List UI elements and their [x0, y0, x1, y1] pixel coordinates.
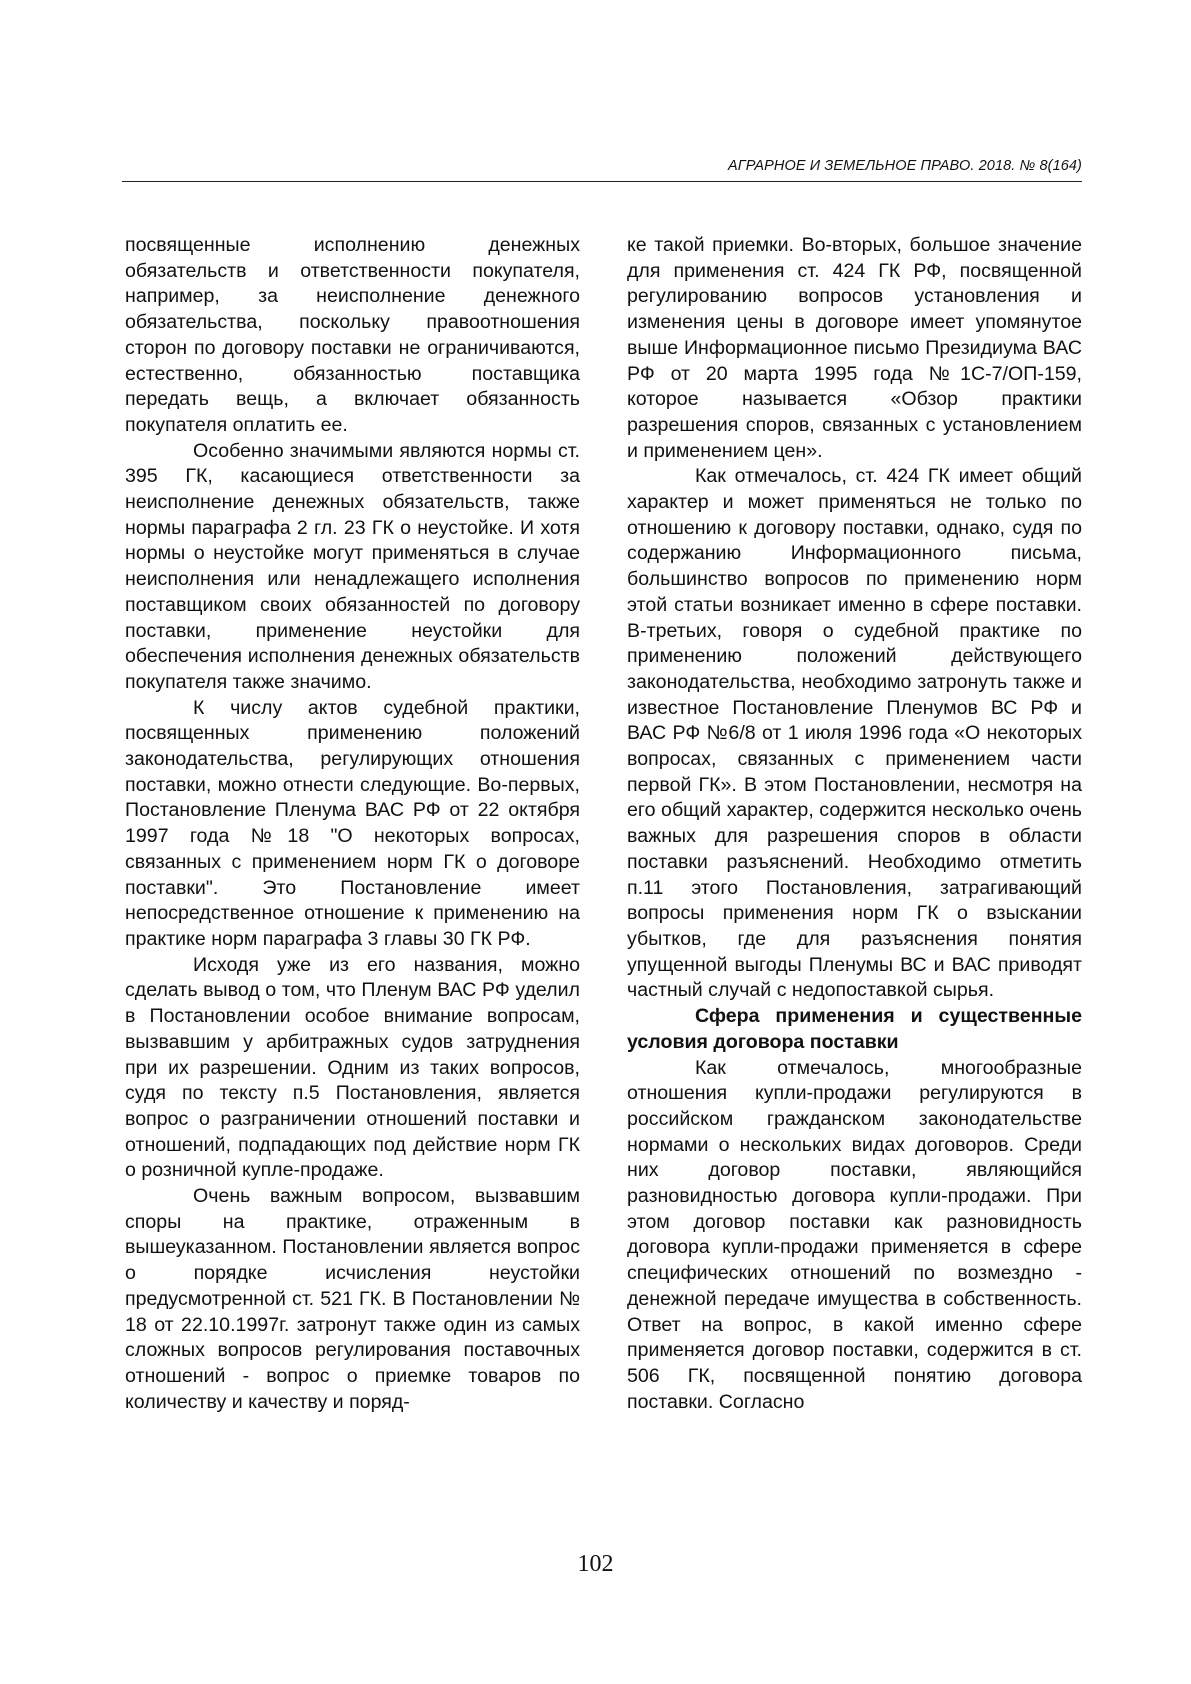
header-divider [122, 181, 1082, 182]
paragraph: К числу актов судебной практики, посвященных применению положений законодательства, регулирующих отношения поставки, можно отнести следующие. Во-первых, Постановление Пленума ВАС РФ от 22 октября 1997 года №18 "О некоторых вопросах, связанных с применением норм ГК о договоре поставки". Это Постановление имеет непосредственное отношение к применению на практике норм параграфа 3 главы 30 ГК РФ. [125, 696, 580, 950]
paragraph: Как отмечалось, ст. 424 ГК имеет общий характер и может применяться не только по отношению к договору поставки, однако, судя по содержанию Информационного письма, большинство вопросов по применению норм этой статьи возникает именно в сфере поставки. В-третьих, говоря о судебной практике по применению положений действующего законодательства, необходимо затронуть также и известное Постановление Пленумов ВС РФ и ВАС РФ №6/8 от 1 июля 1996 года «О некоторых вопросах, связанных с применением части первой ГК». В этом Постановлении, несмотря на его общий характер, содержится несколько очень важных для разрешения споров в области поставки разъяснений. Необходимо отметить п.11 этого Постановления, затрагивающий вопросы применения норм ГК о взыскании убытков, где для разъяснения понятия упущенной выгоды Пленумы ВС и ВАС приводят частный случай с недопоставкой сырья. [627, 465, 1082, 1002]
left-column [125, 233, 580, 1415]
section-heading: Сфера применения и существенные условия договора поставки [627, 1005, 1082, 1053]
paragraph-continuation: посвященные исполнению денежных обязательств и ответственности покупателя, например, за неисполнение денежного обязательства, поскольку правоотношения сторон по договору поставки не ограничиваются, естественно, обязанностью поставщика передать вещь, а включает обязанность покупателя оплатить ее. [125, 234, 580, 436]
right-column [627, 233, 1082, 1415]
paragraph: Особенно значимыми являются нормы ст. 395 ГК, касающиеся ответственности за неисполнение денежных обязательств, также нормы параграфа 2 гл. 23 ГК о неустойке. И хотя нормы о неустойке могут применяться в случае неисполнения или ненадлежащего исполнения поставщиком своих обязанностей по договору поставки, применение неустойки для обеспечения исполнения денежных обязательств покупателя также значимо. [125, 439, 580, 693]
journal-running-header: АГРАРНОЕ И ЗЕМЕЛЬНОЕ ПРАВО. 2018. № 8(164) [727, 158, 1082, 174]
page-number: 102 [577, 1551, 614, 1577]
paragraph: Как отмечалось, многообразные отношения купли-продажи регулируются в российском гражданском законодательстве нормами о нескольких видах договоров. Среди них договор поставки, являющийся разновидностью договора купли-продажи. При этом договор поставки как разновидность договора купли-продажи применяется в сфере специфических отношений по возмездно - денежной передаче имущества в собственность. Ответ на вопрос, в какой именно сфере применяется договор поставки, содержится в ст. 506 ГК, посвященной понятию договора поставки. Согласно [627, 1056, 1082, 1413]
paragraph: Очень важным вопросом, вызвавшим споры на практике, отраженным в вышеуказанном. Постановлении является вопрос о порядке исчисления неустойки предусмотренной ст. 521 ГК. В Постановлении № 18 от 22.10.1997г. затронут также один из самых сложных вопросов регулирования поставочных отношений - вопрос о приемке товаров по количеству и качеству и поряд- [125, 1185, 580, 1413]
paragraph: Исходя уже из его названия, можно сделать вывод о том, что Пленум ВАС РФ уделил в Постановлении особое внимание вопросам, вызвавшим у арбитражных судов затруднения при их разрешении. Одним из таких вопросов, судя по тексту п.5 Постановления, является вопрос о разграничении отношений поставки и отношений, подпадающих под действие норм ГК о розничной купле-продаже. [125, 953, 580, 1182]
paragraph-continuation: ке такой приемки. Во-вторых, большое значение для применения ст. 424 ГК РФ, посвященной регулированию вопросов установления и изменения цены в договоре имеет упомянутое выше Информационное письмо Президиума ВАС РФ от 20 марта 1995 года №1С-7/ОП-159, которое называется «Обзор практики разрешения споров, связанных с установлением и применением цен». [627, 234, 1082, 462]
